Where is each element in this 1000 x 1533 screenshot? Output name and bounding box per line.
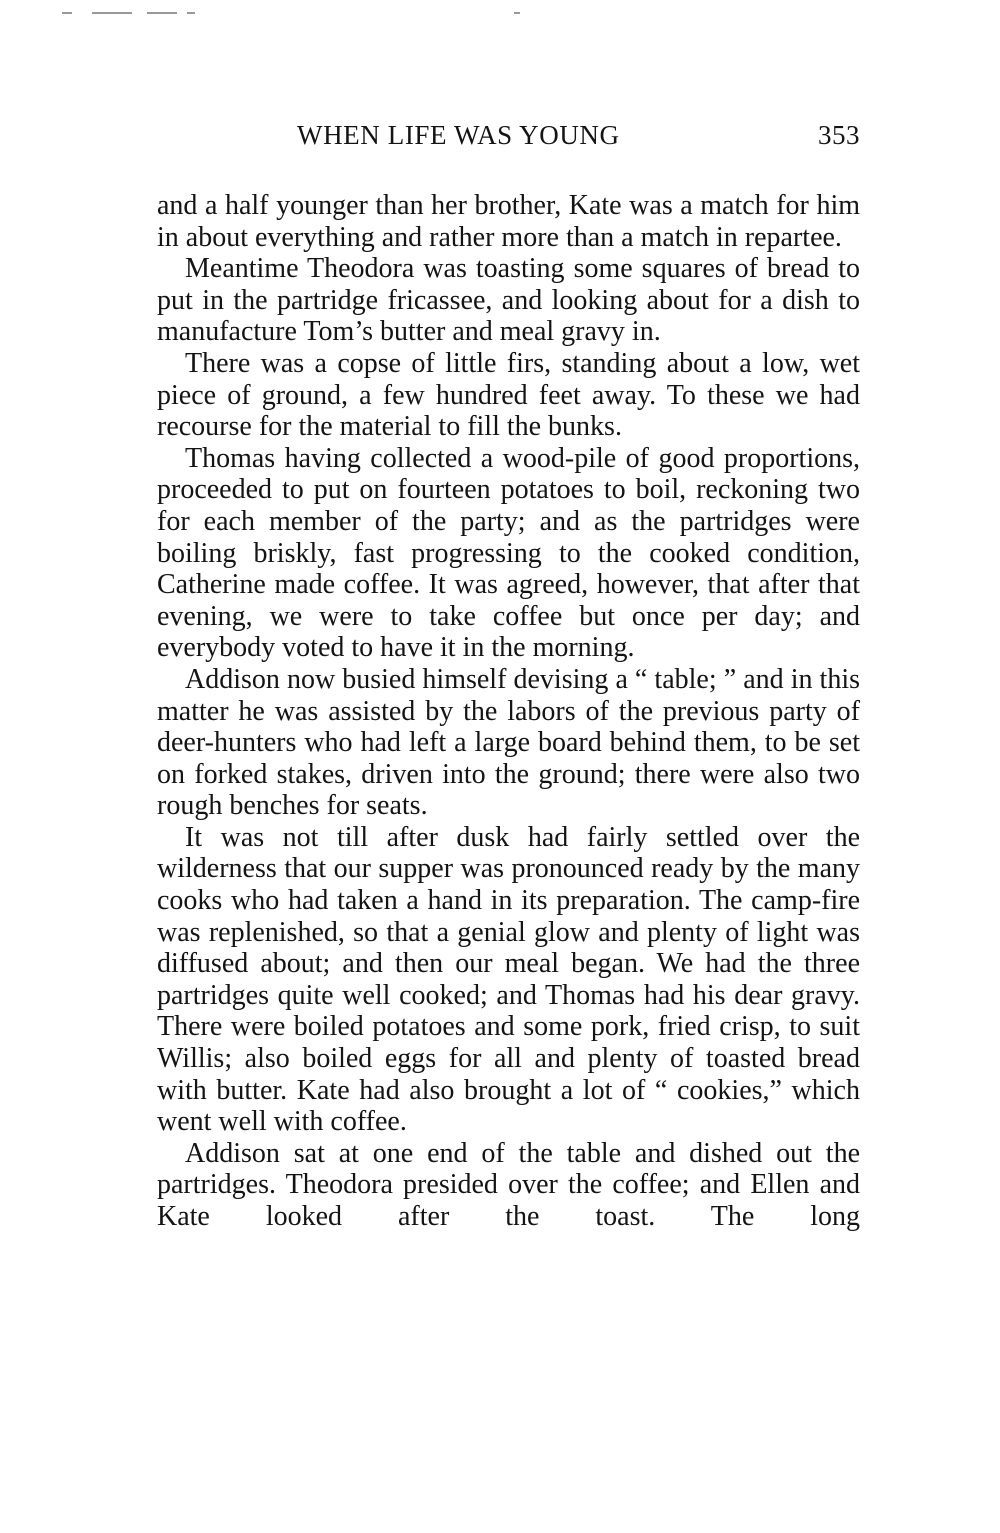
paragraph: It was not till after dusk had fairly settled over the wilderness that our supper was pronounced ready by the many cooks who had taken a hand in its preparation. The camp-fire was replenished, so that a genial glow and plenty of light was diffused about; and then our meal began. We had the three partridges quite well cooked; and Thomas had his dear gravy. There were boiled potatoes and some pork, fried crisp, to suit Willis; also boiled eggs for all and plenty of toasted bread with butter. Kate had also brought a lot of “ cookies,” which went well with coffee. <box>157 821 860 1138</box>
paragraph: There was a copse of little firs, standing about a low, wet piece of ground, a few hundred feet away. To these we had recourse for the material to fill the bunks. <box>157 347 860 443</box>
paragraph: Addison now busied himself devising a “ table; ” and in this matter he was assisted by the labors of the previous party of deer-hunters who had left a large board behind them, to be set on forked stakes, driven into the ground; there were also two rough benches for seats. <box>157 663 860 822</box>
paragraph: Thomas having collected a wood-pile of good proportions, proceeded to put on fourteen potatoes to boil, reckoning two for each member of the party; and as the partridges were boiling briskly, fast progressing to the cooked condition, Catherine made coffee. It was agreed, however, that after that evening, we were to take coffee but once per day; and everybody voted to have it in the morning. <box>157 442 860 664</box>
body-text <box>157 190 860 1233</box>
running-title: WHEN LIFE WAS YOUNG <box>297 120 620 150</box>
paragraph: and a half younger than her brother, Kate was a match for him in about everything and rather more than a match in repartee. <box>157 190 860 253</box>
page-header <box>157 118 860 158</box>
paragraph: Addison sat at one end of the table and dished out the partridges. Theodora presided over the coffee; and Ellen and Kate looked after the toast. The long <box>157 1137 860 1232</box>
page-number: 353 <box>818 120 860 150</box>
scan-artifact-marks <box>62 12 522 18</box>
paragraph: Meantime Theodora was toasting some squares of bread to put in the partridge fricassee, and looking about for a dish to manufacture Tom’s butter and meal gravy in. <box>157 253 860 348</box>
